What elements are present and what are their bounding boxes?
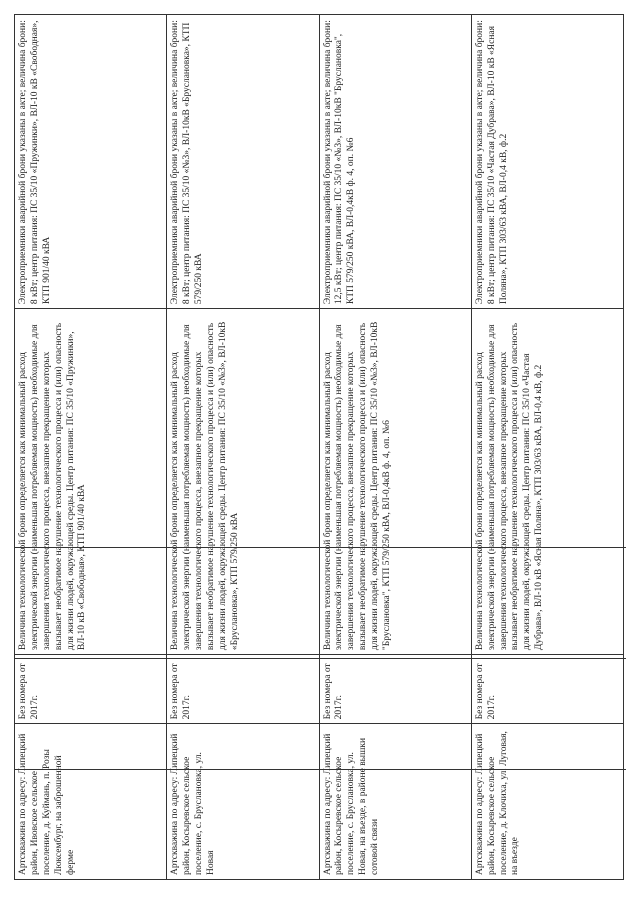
- cell-address: Артскважина по адресу: Липецкий район, Косыревское сельское поселение, д. Клочиха, ул. Луговая, на въезде: [471, 724, 623, 880]
- cell-address: Артскважина по адресу: Липецкий район, Косыревское сельское поселение, с. Бруслановка, ул. Новая: [167, 724, 319, 880]
- cell-emergency: Электроприемники аварийной брони указаны в акте; величина брони: 12,5 кВт; центр питания: ПС 35/10 «№3», ВЛ-10кВ "Бруслановка", КТП 579/250 кВА, ВЛ-0,4кВ ф. 4, оп. №6: [319, 15, 471, 309]
- cell-doc: Без номера от 2017г.: [167, 655, 319, 724]
- cell-address: Артскважина по адресу: Липецкий район, Ивовское сельское поселение, д. Куймань, п. Розы Люксембург, на заброшенной ферме: [15, 724, 167, 880]
- cell-emergency: Электроприемники аварийной брони указаны в акте; величина брони: 8 кВт; центр питания: ПС 35/10 «Частая Дубрава», ВЛ-10 кВ «Ясная Поляна», КТП 303/63 кВА, ВЛ-0,4 кВ, ф.2: [471, 15, 623, 309]
- cell-tech: Величина технологической брони определяется как минимальный расход электрической энергии (наименьшая потребляемая мощность) необходимые для завершения технологического процесса, внезапное прекращение которых вызывает необратимое нарушение технологического процесса и (или) опасность для жизни людей, окружающей среды. Центр питания: ПС 35/10 «Пружинки», ВЛ-10 кВ «Свободная», КТП 901/40 кВА: [15, 309, 167, 655]
- cell-address: Артскважина по адресу: Липецкий район, Косыревское сельское поселение, с. Бруслановка, ул. Новая, на въезде, в районе вышки сотовой связи: [319, 724, 471, 880]
- cell-doc: Без номера от 2017г.: [15, 655, 167, 724]
- cell-doc: Без номера от 2017г.: [471, 655, 623, 724]
- cell-emergency: Электроприемники аварийной брони указаны в акте; величина брони: 8 кВт; центр питания: ПС 35/10 «№3», ВЛ-10кВ «Бруслановка», КТП 579/250 кВА: [167, 15, 319, 309]
- cell-doc: Без номера от 2017г.: [319, 655, 471, 724]
- cell-tech: Величина технологической брони определяется как минимальный расход электрической энергии (наименьшая потребляемая мощность) необходимые для завершения технологического процесса, внезапное прекращение которых вызывает необратимое нарушение технологического процесса и (или) опасность для жизни людей, окружающей среды. Центр питания: ПС 35/10 «№3», ВЛ-10кВ «Бруслановка», КТП 579/250 кВА: [167, 309, 319, 655]
- cell-tech: Величина технологической брони определяется как минимальный расход электрической энергии (наименьшая потребляемая мощность) необходимые для завершения технологического процесса, внезапное прекращение которых вызывает необратимое нарушение технологического процесса и (или) опасность для жизни людей, окружающей среды. Центр питания: ПС 35/10 «№3», ВЛ-10кВ "Бруслановка", КТП 579/250 кВА, ВЛ-0,4кВ ф. 4, оп. №6: [319, 309, 471, 655]
- blank-lines: [14, 547, 626, 880]
- cell-emergency: Электроприемники аварийной брони указаны в акте; величина брони: 8 кВт; центр питания: ПС 35/10 «Пружинки», ВЛ-10 кВ «Свободная», КТП 901/40 кВА: [15, 15, 167, 309]
- divider: [14, 769, 626, 770]
- divider: [14, 547, 626, 548]
- divider: [14, 658, 626, 659]
- cell-tech: Величина технологической брони определяется как минимальный расход электрической энергии (наименьшая потребляемая мощность) необходимые для завершения технологического процесса, внезапное прекращение которых вызывает необратимое нарушение технологического процесса и (или) опасность для жизни людей, окружающей среды. Центр питания: ПС 35/10 «Частая Дубрава», ВЛ-10 кВ «Ясная Поляна», КТП 303/63 кВА, ВЛ-0,4 кВ, ф.2: [471, 309, 623, 655]
